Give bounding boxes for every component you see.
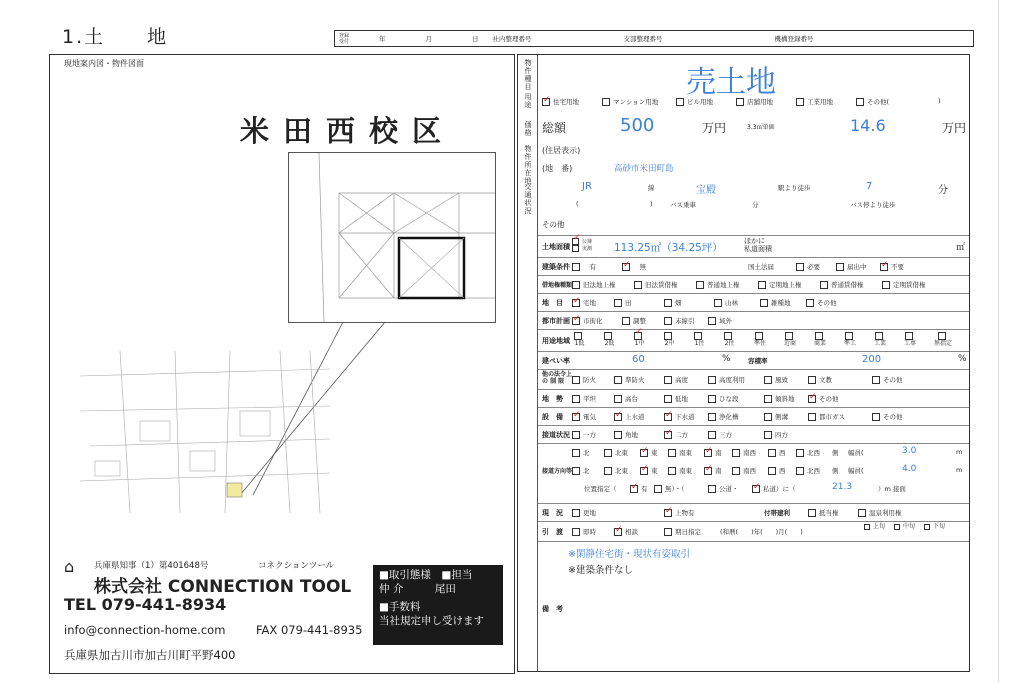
company-tel: TEL 079-441-8934 bbox=[64, 595, 227, 614]
street-map bbox=[80, 351, 330, 513]
vertical-labels: 物件種目 用途 価格 物件所在地 交通状況 bbox=[518, 55, 538, 671]
facilities-row: 設 備 ✓ 電気 ✓ 上水道 ✓ 下水道 浄化槽 側溝 都市ガス その他 bbox=[538, 407, 969, 425]
price-row: 総額 500 万円 3.3㎡単価 14.6 万円 bbox=[542, 115, 967, 136]
map-panel bbox=[49, 54, 515, 674]
registration-bar: 登録 受付 年 月 日 社内整理番号 支部整理番号 機構登録番号 bbox=[334, 30, 974, 47]
remarks-row: 備 考 ※閑静住宅街・現状有姿取引 ※建築条件なし bbox=[538, 541, 969, 671]
city-plan-row: 都市計画 ✓ 市街化 調整 未線引 域外 bbox=[538, 311, 969, 329]
listing-type: 売土地 bbox=[686, 65, 776, 100]
zoning-row: 用途地域 1低 2低 ✓ 1中 2中 1住 2住 準住 近商 商業 準工 工業 工専 無指定 bbox=[538, 329, 969, 351]
land-area-row: 土地面積 ✓公簿 実測 113.25㎡（34.25坪） ほかに 私道面積 ㎡ bbox=[538, 235, 969, 257]
land-category-row: 地 目 ✓ 宅地 田 畑 山林 雑種地 その他 bbox=[538, 293, 969, 311]
page-title: 1.土 地 bbox=[62, 26, 169, 48]
build-condition-row: 建築条件 有 ✓ 無 国土法届 必要 届出中 ✓ 不要 bbox=[538, 257, 969, 275]
map-caption: 現地案内図・物件図面 bbox=[64, 59, 144, 68]
current-status-row: 現 況 更地 ✓ 上物有 付帯建利 抵当権 温泉利用権 bbox=[538, 503, 969, 521]
school-district: 米田西校区 bbox=[240, 114, 456, 148]
house-icon: ⌂ bbox=[64, 557, 75, 576]
license-number: 兵庫県知事（1）第401648号 bbox=[94, 561, 209, 571]
page-edge bbox=[998, 0, 999, 682]
company-fax: FAX 079-441-8935 bbox=[256, 623, 363, 637]
road-direction-block: 接道方向等 北 北東 ✓ 東 南東 ✓ 南 南西 西 北西 側 幅員( 3.0 m 北 北東 ✓ 東 南東 ✓ 南 南西 西 北西 側 幅員( 4.0 m 位置指定（ ✓ 有 無）・（ 公道・ ✓ 私道）に（ 21.3 ）m 接面 bbox=[538, 443, 969, 499]
leasehold-row: 借地権種類 旧法地上権 旧法賃借権 普通地上権 定期地上権 普通賃借権 定期賃借権 bbox=[538, 275, 969, 293]
delivery-row: 引 渡 即時 ✓ 相談 期日指定 (和暦( )年( )月( ) 上旬 中旬 下旬 bbox=[538, 521, 969, 541]
company-block bbox=[50, 549, 516, 675]
transaction-conditions: ■取引態様 ■担当 仲 介 尾田 ■手数料 当社規定申し受けます bbox=[373, 565, 503, 645]
legal-limit-row: 他の法令上 の 制 限 防火 準防火 高度 高度利用 風致 文教 その他 bbox=[538, 369, 969, 389]
property-details-panel: 物件種目 用途 価格 物件所在地 交通状況 売土地 ✓住宅用地 マンション用地 ビル用地 店舗用地 工業用地 その他( ) 総額 500 万円 3.3㎡単価 14.6 万円 (住居表示) (地 番) 高砂市米田町島 JR 線 宝殿 駅より徒歩 7 分 ( ) バス乗車 分 バス停より徒歩 その他 土地面積 ✓公簿 実測 113.25㎡（34.25坪） ほかに 私道面積 ㎡ 建築条件 有 ✓ 無 国土法届 必要 届出中 ✓ 不要 借地権種類 旧法地上権 旧法賃借権 普通地上権 定期地上権 普通賃借権 定期賃借権 地 目 ✓ 宅地 田 畑 山林 雑種地 その他 都市計画 ✓ 市街化 調整 未線引 域外 用途地域 1低 2低 ✓ 1中 2中 1住 2住 準住 近商 商業 準工 工業 工専 無指定 建ぺい率 60 % 容積率 200 % 他の法令上 の 制 限 防火 準防火 高度 高度利用 風致 文教 その他 地 勢 平坦 高台 低地 ひな段 傾斜地 ✓ その他 設 備 ✓ 電気 ✓ 上水道 ✓ 下水道 浄化槽 側溝 都市ガス その他 接道状況 一方 角地 ✓ 二方 三方 四方 接道方向等 北 北東 ✓ 東 南東 ✓ 南 南西 西 北西 側 幅員( 3.0 m 北 北東 ✓ 東 南東 ✓ 南 南西 西 北西 側 幅員( 4.0 m 位置指定（ ✓ 有 無）・（ 公道・ ✓ 私道）に（ 21.3 ）m 接面 現 況 更地 ✓ 上物有 付帯建利 抵当権 温泉利用権 引 渡 即時 ✓ 相談 期日指定 (和暦( )年( )月( ) 上旬 中旬 下旬 備 考 ※閑静住宅街・現状有姿取引 ※建築条件なし bbox=[517, 54, 970, 672]
company-name: 株式会社 CONNECTION TOOL bbox=[94, 577, 352, 597]
road-status-row: 接道状況 一方 角地 ✓ 二方 三方 四方 bbox=[538, 425, 969, 443]
company-email[interactable]: info@connection-home.com bbox=[64, 623, 226, 637]
ratio-row: 建ぺい率 60 % 容積率 200 % bbox=[538, 351, 969, 369]
terrain-row: 地 勢 平坦 高台 低地 ひな段 傾斜地 ✓ その他 bbox=[538, 389, 969, 407]
company-kana: コネクションツール bbox=[258, 561, 335, 571]
company-address: 兵庫県加古川市加古川町平野400 bbox=[64, 648, 236, 662]
